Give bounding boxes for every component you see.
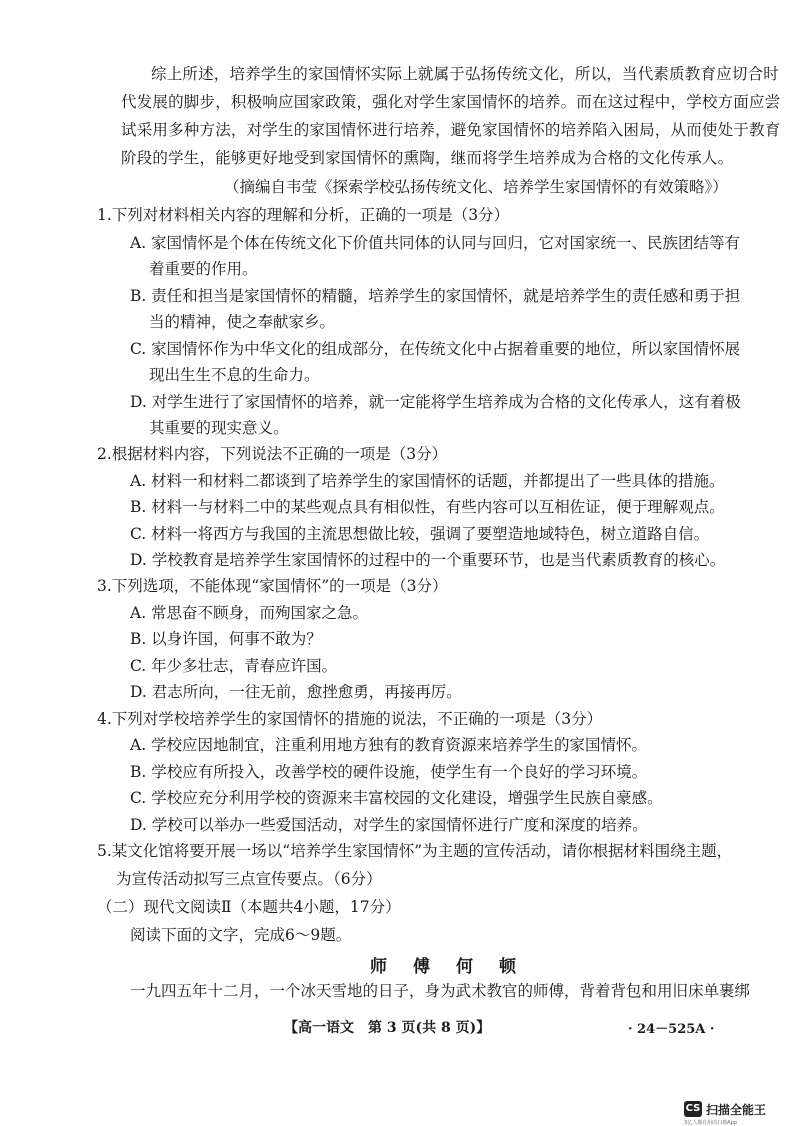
q4-option-c: C. 学校应充分利用学校的资源来丰富校园的文化建设，增强学生民族自豪感。 <box>130 789 663 807</box>
story-title: 师傅何顿 <box>370 957 542 977</box>
scanner-tagline: 3亿人都在用的扫描App <box>684 1120 737 1126</box>
q1-option-d-line2: 其重要的现实意义。 <box>149 419 289 437</box>
q1-option-d-line1: D. 对学生进行了家国情怀的培养，就一定能将学生培养成为合格的文化传承人，这有着极 <box>130 393 741 411</box>
q3-option-a: A. 常思奋不顾身，而殉国家之急。 <box>130 604 369 622</box>
q1-option-c-line2: 现出生生不息的生命力。 <box>149 366 320 384</box>
q5-stem-line1: 5.某文化馆将要开展一场以“培养学生家国情怀”为主题的宣传活动，请你根据材料围绕主题， <box>97 842 733 860</box>
scanner-app-name: 扫描全能王 <box>706 1103 767 1117</box>
q3-option-d: D. 君志所向，一往无前，愈挫愈勇，再接再厉。 <box>130 683 462 701</box>
q1-option-c-line1: C. 家国情怀作为中华文化的组成部分，在传统文化中占据着重要的地位，所以家国情怀展 <box>130 340 741 358</box>
q2-option-c: C. 材料一将西方与我国的主流思想做比较，强调了要塑造地域特色，树立道路自信。 <box>130 525 710 543</box>
section-heading: （二）现代文阅读Ⅱ（本题共4小题，17分） <box>97 898 401 916</box>
q3-option-c: C. 年少多壮志，青春应许国。 <box>130 657 338 675</box>
q2-option-b: B. 材料一与材料二中的某些观点具有相似性，有些内容可以互相佐证，便于理解观点。 <box>130 498 725 516</box>
q1-option-b-line1: B. 责任和担当是家国情怀的精髓，培养学生的家国情怀，就是培养学生的责任感和勇于担 <box>130 287 741 305</box>
source-citation: （摘编自韦莹《探索学校弘扬传统文化、培养学生家国情怀的有效策略》） <box>224 178 728 196</box>
q4-option-d: D. 学校可以举办一些爱国活动，对学生的家国情怀进行广度和深度的培养。 <box>130 816 648 834</box>
section-instruction: 阅读下面的文字，完成6～9题。 <box>130 926 352 944</box>
q4-option-b: B. 学校应有所投入，改善学校的硬件设施，使学生有一个良好的学习环境。 <box>130 763 648 781</box>
q2-option-a: A. 材料一和材料二都谈到了培养学生的家国情怀的话题，并都提出了一些具体的措施。 <box>130 472 725 490</box>
story-first-line: 一九四五年十二月，一个冰天雪地的日子，身为武术教官的师傅，背着背包和用旧床单裹绑 <box>130 982 751 1000</box>
intro-line-3: 试采用多种方法，对学生的家国情怀进行培养，避免家国情怀的培养陷入困局，从而使处于教育 <box>121 121 781 139</box>
q1-option-a-line1: A. 家国情怀是个体在传统文化下价值共同体的认同与回归，它对国家统一、民族团结等有 <box>130 234 741 252</box>
q1-option-b-line2: 当的精神，使之奉献家乡。 <box>149 313 336 331</box>
q2-option-d: D. 学校教育是培养学生家国情怀的过程中的一个重要环节，也是当代素质教育的核心。 <box>130 551 726 569</box>
page-footer-label: 【高一语文 第 3 页(共 8 页)】 <box>284 1020 491 1036</box>
q5-stem-line2: 为宣传活动拟写三点宣传要点。（6分） <box>116 870 382 888</box>
q3-stem: 3.下列选项，不能体现“家国情怀”的一项是（3分） <box>97 577 448 595</box>
intro-line-4: 阶段的学生，能够更好地受到家国情怀的熏陶，继而将学生培养成为合格的文化传承人。 <box>121 149 734 167</box>
scanner-logo-icon: CS <box>684 1101 702 1117</box>
q2-stem: 2.根据材料内容，下列说法不正确的一项是（3分） <box>97 445 448 463</box>
page-footer-code: · 24－525A · <box>628 1022 715 1037</box>
q4-option-a: A. 学校应因地制宜，注重利用地方独有的教育资源来培养学生的家国情怀。 <box>130 736 648 754</box>
intro-line-2: 代发展的脚步，积极响应国家政策，强化对学生家国情怀的培养。而在这过程中，学校方面应尝 <box>121 93 781 111</box>
q3-option-b: B. 以身许国，何事不敢为？ <box>130 630 322 648</box>
q1-option-a-line2: 着重要的作用。 <box>149 260 258 278</box>
intro-line-1: 综上所述，培养学生的家国情怀实际上就属于弘扬传统文化，所以，当代素质教育应切合时 <box>151 65 780 83</box>
q1-stem: 1.下列对材料相关内容的理解和分析，正确的一项是（3分） <box>97 206 510 224</box>
q4-stem: 4.下列对学校培养学生的家国情怀的措施的说法，不正确的一项是（3分） <box>97 710 603 728</box>
